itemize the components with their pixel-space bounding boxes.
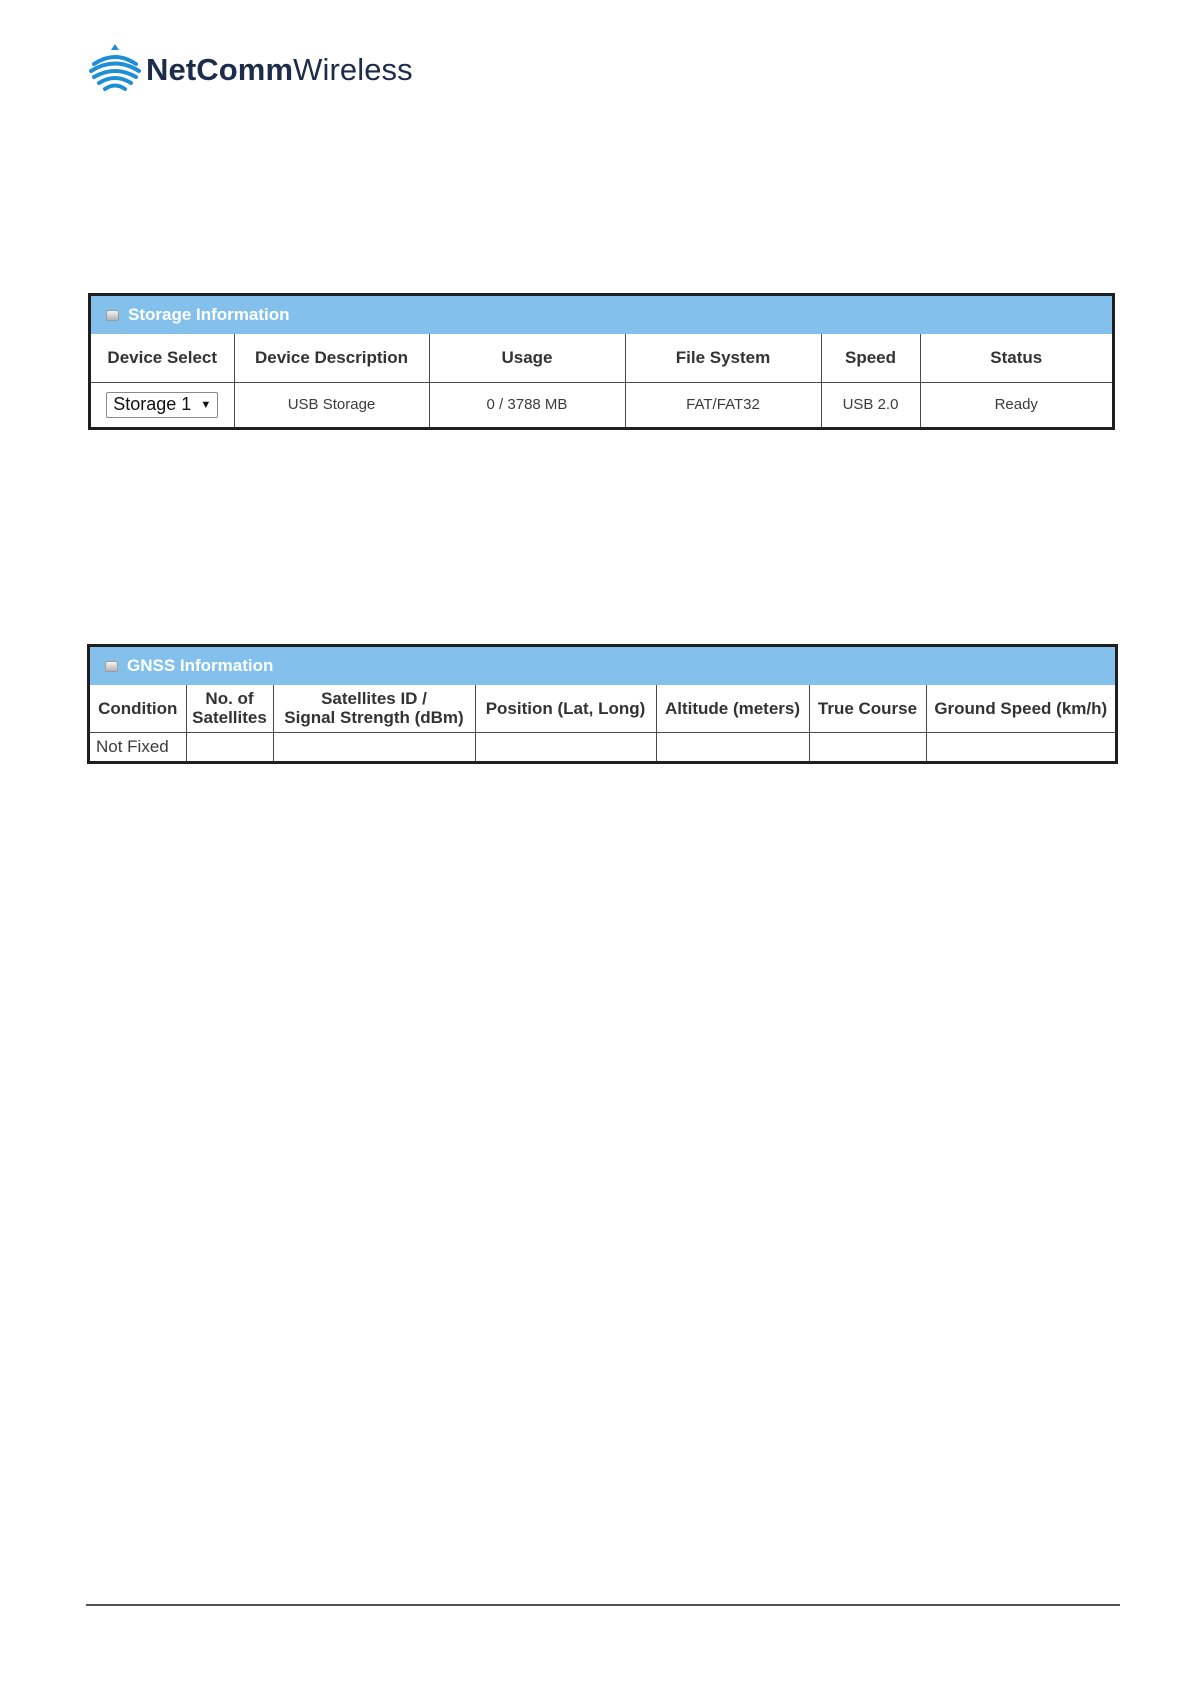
device-description-value: USB Storage xyxy=(234,382,429,427)
satellites-id-value xyxy=(273,732,475,761)
gnss-panel-header xyxy=(90,647,1115,685)
col-usage: Usage xyxy=(429,334,625,382)
col-status: Status xyxy=(920,334,1112,382)
table-row xyxy=(90,732,1115,761)
file-system-value: FAT/FAT32 xyxy=(625,382,821,427)
gnss-information-panel xyxy=(87,644,1118,764)
col-altitude: Altitude (meters) xyxy=(656,685,809,732)
storage-table xyxy=(91,334,1112,427)
gnss-panel-title: GNSS Information xyxy=(127,656,274,675)
storage-information-panel xyxy=(88,293,1115,430)
storage-panel-title: Storage Information xyxy=(128,305,290,324)
footer-divider xyxy=(86,1604,1120,1606)
position-value xyxy=(475,732,656,761)
col-speed: Speed xyxy=(821,334,920,382)
device-select-value: Storage 1 xyxy=(113,394,192,415)
condition-value: Not Fixed xyxy=(90,732,186,761)
col-device-description: Device Description xyxy=(234,334,429,382)
col-file-system: File System xyxy=(625,334,821,382)
gnss-header-row xyxy=(90,685,1115,732)
col-num-satellites xyxy=(186,685,273,732)
ground-speed-value xyxy=(926,732,1115,761)
header-bullet-icon xyxy=(105,661,118,672)
netcomm-logo xyxy=(88,44,413,94)
col-position: Position (Lat, Long) xyxy=(475,685,656,732)
col-ground-speed: Ground Speed (km/h) xyxy=(926,685,1115,732)
brand-name-bold: NetComm xyxy=(146,51,294,87)
brand-name xyxy=(146,51,413,87)
altitude-value xyxy=(656,732,809,761)
col-satellites-id-line2: Signal Strength (dBm) xyxy=(284,708,464,728)
header-bullet-icon xyxy=(106,310,119,321)
col-condition: Condition xyxy=(90,685,186,732)
device-select-dropdown[interactable] xyxy=(106,392,218,418)
wifi-signal-icon xyxy=(88,44,142,94)
col-device-select: Device Select xyxy=(91,334,234,382)
col-satellites-id-line1: Satellites ID / xyxy=(321,689,427,709)
col-num-satellites-line1: No. of xyxy=(205,689,254,709)
gnss-table xyxy=(90,685,1115,761)
status-value: Ready xyxy=(920,382,1112,427)
speed-value: USB 2.0 xyxy=(821,382,920,427)
col-satellites-id xyxy=(273,685,475,732)
storage-header-row xyxy=(91,334,1112,382)
table-row xyxy=(91,382,1112,427)
true-course-value xyxy=(809,732,926,761)
num-satellites-value xyxy=(186,732,273,761)
col-num-satellites-line2: Satellites xyxy=(192,708,267,728)
brand-name-light: Wireless xyxy=(293,51,413,87)
dropdown-arrow-icon: ▼ xyxy=(200,398,212,411)
col-true-course: True Course xyxy=(809,685,926,732)
device-select-cell xyxy=(91,382,234,427)
usage-value: 0 / 3788 MB xyxy=(429,382,625,427)
storage-panel-header xyxy=(91,296,1112,334)
